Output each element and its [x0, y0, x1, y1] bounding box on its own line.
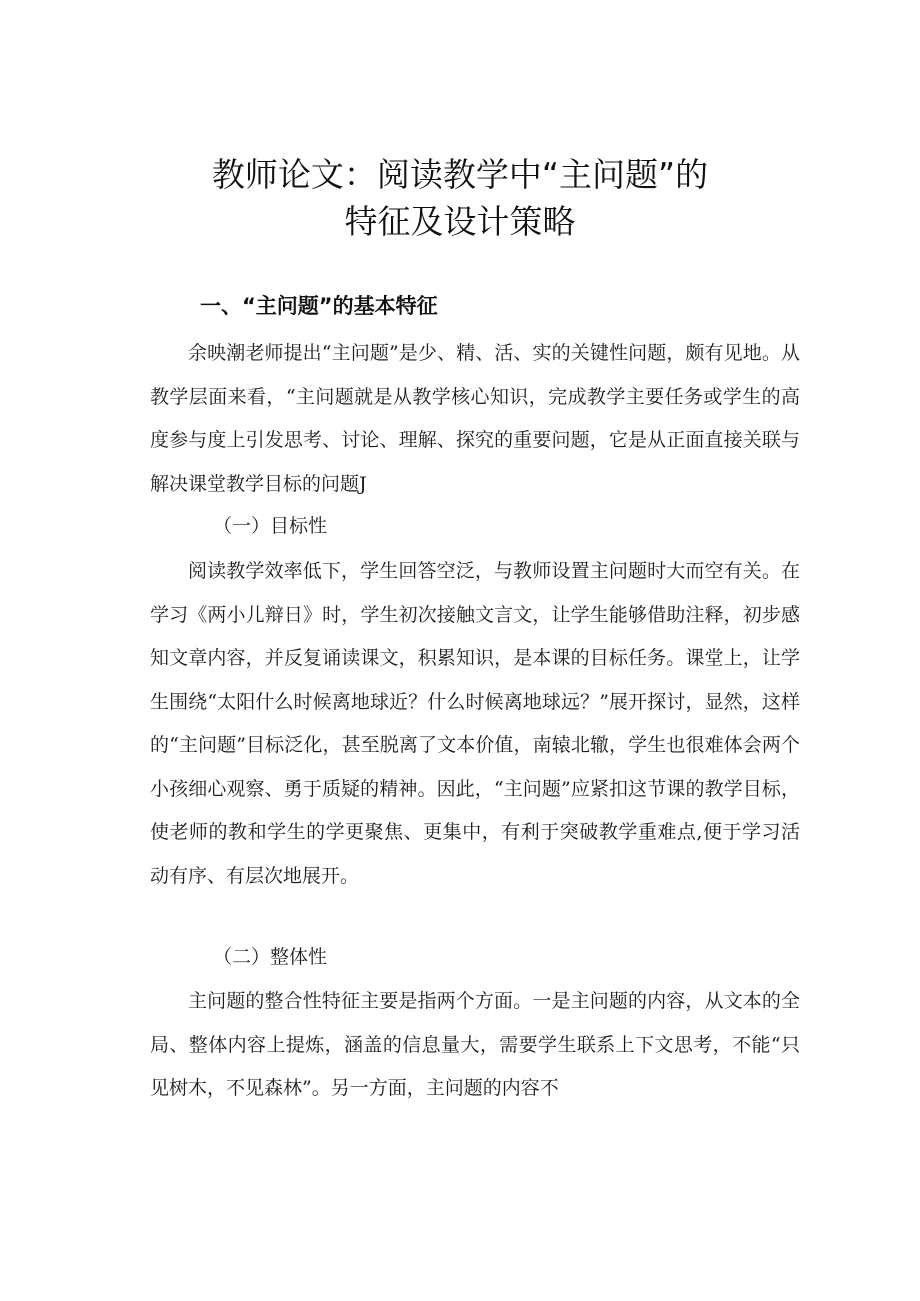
subheading-wholeness: （二）整体性 [213, 946, 328, 968]
goal-orientation-paragraph: 阅读教学效率低下，学生回答空泛，与教师设置主问题时大而空有关。在学习《两小儿辩日》时，学生初次接触文言文，让学生能够借助注释，初步感知文章内容，并反复诵读课文，积累知识，是本课的目标任务。课堂上，让学生围绕“太阳什么时候离地球近？什么时候离地球远？”展开探讨，显然，这样的“主问题”目标泛化，甚至脱离了文本价值，南辕北辙，学生也很难体会两个小孩细心观察、勇于质疑的精神。因此，“主问题”应紧扣这节课的教学目标，使老师的教和学生的学更聚焦、更集中，有利于突破教学重难点,便于学习活动有序、有层次地展开。 [150, 560, 800, 887]
subheading-goal-orientation: （一）目标性 [213, 515, 328, 537]
intro-paragraph: 余映潮老师提出“主问题”是少、精、活、实的关键性问题，颇有见地。从教学层面来看，“主问题就是从教学核心知识，完成教学主要任务或学生的高度参与度上引发思考、讨论、理解、探究的重要问题，它是从正面直接关联与解决课堂教学目标的问题J [150, 342, 800, 495]
document-title-line-2: 特征及设计策略 [344, 202, 576, 241]
wholeness-paragraph: 主问题的整合性特征主要是指两个方面。一是主问题的内容，从文本的全局、整体内容上提炼，涵盖的信息量大，需要学生联系上下文思考，不能“只见树木，不见森林”。另一方面，主问题的内容不 [150, 990, 800, 1099]
section-heading-basic-features: 一、“主问题”的基本特征 [200, 294, 438, 318]
document-title-line-1: 教师论文：阅读教学中“主问题”的 [211, 155, 709, 194]
